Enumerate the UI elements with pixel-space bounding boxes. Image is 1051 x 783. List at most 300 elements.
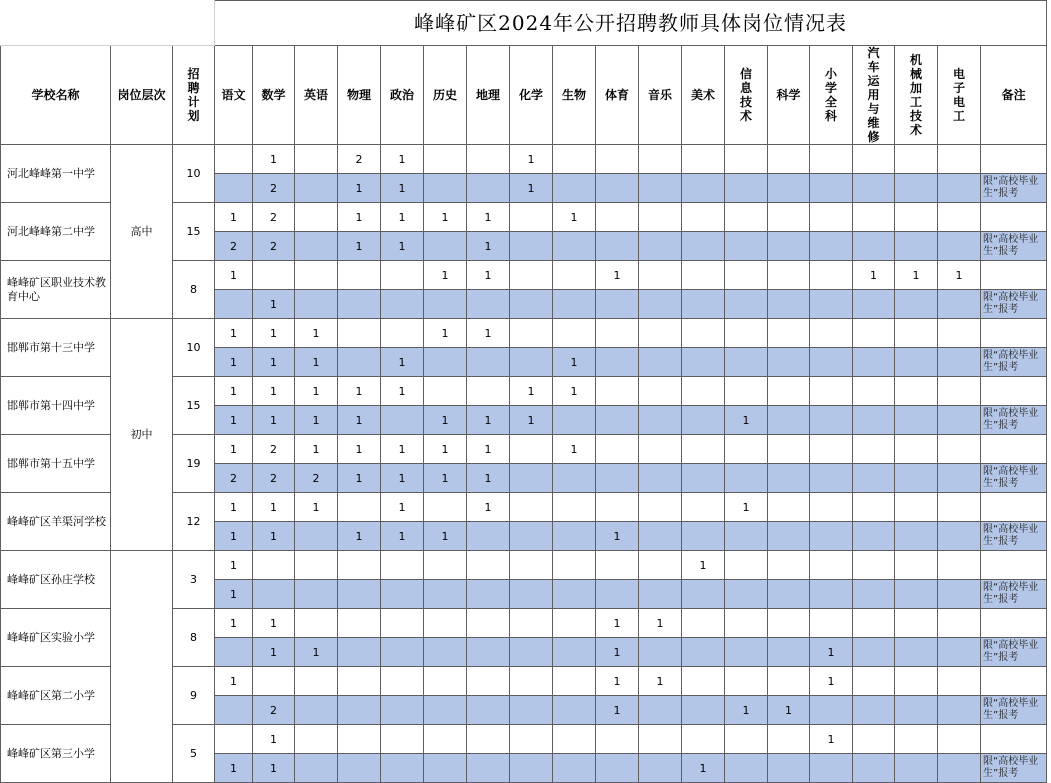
note-cell[interactable]	[981, 145, 1047, 174]
subject-count-cell[interactable]	[768, 377, 810, 406]
subject-count-cell[interactable]	[639, 377, 682, 406]
subject-count-cell[interactable]	[510, 319, 553, 348]
plan-cell[interactable]: 10	[173, 319, 215, 377]
title-blank-cell[interactable]	[1, 1, 215, 46]
subject-count-cell[interactable]	[338, 638, 381, 667]
subject-count-cell[interactable]	[853, 754, 895, 783]
subject-count-cell[interactable]	[553, 638, 596, 667]
subject-count-cell[interactable]: 1	[253, 406, 295, 435]
subject-count-cell[interactable]: 2	[253, 174, 295, 203]
subject-count-cell[interactable]: 1	[467, 203, 510, 232]
subject-count-cell[interactable]	[810, 493, 853, 522]
school-name-cell[interactable]: 峰峰矿区第二小学	[1, 667, 111, 725]
subject-count-cell[interactable]	[853, 522, 895, 551]
subject-count-cell[interactable]: 1	[215, 319, 253, 348]
subject-count-cell[interactable]	[467, 174, 510, 203]
subject-count-cell[interactable]: 1	[253, 638, 295, 667]
subject-count-cell[interactable]	[682, 145, 725, 174]
subject-count-cell[interactable]	[381, 609, 424, 638]
subject-count-cell[interactable]: 1	[895, 261, 938, 290]
subject-count-cell[interactable]	[682, 493, 725, 522]
subject-count-cell[interactable]: 1	[553, 203, 596, 232]
subject-count-cell[interactable]: 1	[424, 406, 467, 435]
subject-count-cell[interactable]	[338, 290, 381, 319]
subject-count-cell[interactable]	[381, 667, 424, 696]
subject-count-cell[interactable]: 1	[215, 551, 253, 580]
subject-count-cell[interactable]: 1	[467, 406, 510, 435]
subject-count-cell[interactable]	[682, 725, 725, 754]
subject-count-cell[interactable]	[467, 609, 510, 638]
subject-count-cell[interactable]	[768, 406, 810, 435]
header-subject-1[interactable]	[253, 46, 295, 145]
subject-count-cell[interactable]	[596, 290, 639, 319]
subject-count-cell[interactable]	[510, 551, 553, 580]
header-level[interactable]: 岗位层次	[111, 46, 173, 145]
subject-count-cell[interactable]	[467, 145, 510, 174]
subject-count-cell[interactable]	[725, 261, 768, 290]
subject-count-cell[interactable]: 1	[810, 667, 853, 696]
subject-count-cell[interactable]	[810, 754, 853, 783]
subject-count-cell[interactable]	[895, 203, 938, 232]
subject-count-cell[interactable]	[853, 203, 895, 232]
subject-count-cell[interactable]	[510, 464, 553, 493]
school-name-cell[interactable]: 峰峰矿区孙庄学校	[1, 551, 111, 609]
subject-count-cell[interactable]	[725, 754, 768, 783]
note-cell[interactable]: 限“高校毕业生”报考	[981, 638, 1047, 667]
subject-count-cell[interactable]	[639, 696, 682, 725]
subject-count-cell[interactable]: 1	[725, 406, 768, 435]
plan-cell[interactable]: 10	[173, 145, 215, 203]
subject-count-cell[interactable]: 1	[253, 609, 295, 638]
subject-count-cell[interactable]	[510, 493, 553, 522]
subject-count-cell[interactable]: 1	[596, 609, 639, 638]
subject-count-cell[interactable]	[424, 348, 467, 377]
subject-count-cell[interactable]	[381, 725, 424, 754]
subject-count-cell[interactable]	[682, 290, 725, 319]
note-cell[interactable]: 限“高校毕业生”报考	[981, 580, 1047, 609]
subject-count-cell[interactable]	[253, 551, 295, 580]
subject-count-cell[interactable]: 2	[253, 435, 295, 464]
subject-count-cell[interactable]: 1	[596, 638, 639, 667]
subject-count-cell[interactable]: 1	[596, 522, 639, 551]
subject-count-cell[interactable]	[424, 725, 467, 754]
subject-count-cell[interactable]	[639, 435, 682, 464]
subject-count-cell[interactable]	[810, 261, 853, 290]
subject-count-cell[interactable]: 1	[215, 203, 253, 232]
subject-count-cell[interactable]	[895, 696, 938, 725]
subject-count-cell[interactable]: 1	[467, 493, 510, 522]
subject-count-cell[interactable]	[639, 232, 682, 261]
subject-count-cell[interactable]	[381, 696, 424, 725]
subject-count-cell[interactable]	[895, 174, 938, 203]
subject-count-cell[interactable]	[510, 290, 553, 319]
subject-count-cell[interactable]	[895, 493, 938, 522]
subject-count-cell[interactable]	[768, 551, 810, 580]
subject-count-cell[interactable]	[810, 609, 853, 638]
subject-count-cell[interactable]: 1	[295, 638, 338, 667]
subject-count-cell[interactable]	[510, 725, 553, 754]
subject-count-cell[interactable]	[553, 232, 596, 261]
subject-count-cell[interactable]	[682, 522, 725, 551]
subject-count-cell[interactable]	[768, 435, 810, 464]
subject-count-cell[interactable]	[510, 348, 553, 377]
school-name-cell[interactable]: 河北峰峰第二中学	[1, 203, 111, 261]
subject-count-cell[interactable]	[338, 696, 381, 725]
subject-count-cell[interactable]: 1	[295, 435, 338, 464]
subject-count-cell[interactable]	[810, 348, 853, 377]
note-cell[interactable]: 限“高校毕业生”报考	[981, 754, 1047, 783]
subject-count-cell[interactable]	[553, 609, 596, 638]
subject-count-cell[interactable]	[768, 319, 810, 348]
subject-count-cell[interactable]: 1	[338, 406, 381, 435]
subject-count-cell[interactable]	[853, 667, 895, 696]
subject-count-cell[interactable]: 1	[725, 696, 768, 725]
subject-count-cell[interactable]: 1	[253, 145, 295, 174]
subject-count-cell[interactable]	[768, 290, 810, 319]
subject-count-cell[interactable]: 1	[596, 261, 639, 290]
subject-count-cell[interactable]	[467, 580, 510, 609]
subject-count-cell[interactable]: 1	[253, 522, 295, 551]
subject-count-cell[interactable]	[510, 203, 553, 232]
subject-count-cell[interactable]	[682, 667, 725, 696]
subject-count-cell[interactable]	[938, 493, 981, 522]
note-cell[interactable]: 限“高校毕业生”报考	[981, 174, 1047, 203]
subject-count-cell[interactable]	[725, 522, 768, 551]
subject-count-cell[interactable]	[768, 580, 810, 609]
subject-count-cell[interactable]	[553, 696, 596, 725]
subject-count-cell[interactable]: 1	[381, 348, 424, 377]
header-subject-2[interactable]	[295, 46, 338, 145]
subject-count-cell[interactable]	[424, 377, 467, 406]
subject-count-cell[interactable]	[768, 261, 810, 290]
subject-count-cell[interactable]	[639, 464, 682, 493]
subject-count-cell[interactable]	[639, 638, 682, 667]
plan-cell[interactable]: 5	[173, 725, 215, 783]
subject-count-cell[interactable]	[725, 609, 768, 638]
subject-count-cell[interactable]	[553, 464, 596, 493]
subject-count-cell[interactable]	[510, 522, 553, 551]
subject-count-cell[interactable]	[553, 754, 596, 783]
subject-count-cell[interactable]: 1	[253, 754, 295, 783]
subject-count-cell[interactable]	[895, 725, 938, 754]
subject-count-cell[interactable]	[810, 696, 853, 725]
subject-count-cell[interactable]: 1	[338, 203, 381, 232]
subject-count-cell[interactable]: 1	[338, 464, 381, 493]
subject-count-cell[interactable]	[895, 145, 938, 174]
school-name-cell[interactable]: 峰峰矿区职业技术教育中心	[1, 261, 111, 319]
subject-count-cell[interactable]	[938, 754, 981, 783]
subject-count-cell[interactable]	[938, 203, 981, 232]
subject-count-cell[interactable]	[853, 232, 895, 261]
school-name-cell[interactable]: 峰峰矿区第三小学	[1, 725, 111, 783]
subject-count-cell[interactable]	[596, 232, 639, 261]
subject-count-cell[interactable]	[682, 232, 725, 261]
subject-count-cell[interactable]	[639, 551, 682, 580]
subject-count-cell[interactable]	[467, 754, 510, 783]
subject-count-cell[interactable]	[853, 290, 895, 319]
subject-count-cell[interactable]: 1	[215, 377, 253, 406]
subject-count-cell[interactable]	[895, 638, 938, 667]
subject-count-cell[interactable]	[768, 667, 810, 696]
subject-count-cell[interactable]	[596, 464, 639, 493]
header-subject-3[interactable]	[338, 46, 381, 145]
subject-count-cell[interactable]	[639, 319, 682, 348]
subject-count-cell[interactable]: 1	[253, 725, 295, 754]
header-subject-11[interactable]	[682, 46, 725, 145]
subject-count-cell[interactable]: 1	[424, 261, 467, 290]
subject-count-cell[interactable]	[938, 174, 981, 203]
subject-count-cell[interactable]	[424, 145, 467, 174]
subject-count-cell[interactable]	[639, 203, 682, 232]
subject-count-cell[interactable]	[768, 522, 810, 551]
subject-count-cell[interactable]: 1	[338, 174, 381, 203]
subject-count-cell[interactable]	[424, 638, 467, 667]
subject-count-cell[interactable]	[639, 406, 682, 435]
subject-count-cell[interactable]	[682, 348, 725, 377]
note-cell[interactable]	[981, 609, 1047, 638]
subject-count-cell[interactable]: 1	[810, 725, 853, 754]
note-cell[interactable]: 限“高校毕业生”报考	[981, 232, 1047, 261]
subject-count-cell[interactable]	[938, 145, 981, 174]
plan-cell[interactable]: 12	[173, 493, 215, 551]
subject-count-cell[interactable]	[295, 754, 338, 783]
subject-count-cell[interactable]	[853, 319, 895, 348]
subject-count-cell[interactable]	[725, 667, 768, 696]
subject-count-cell[interactable]: 1	[467, 464, 510, 493]
subject-count-cell[interactable]	[338, 493, 381, 522]
subject-count-cell[interactable]	[596, 754, 639, 783]
subject-count-cell[interactable]	[338, 609, 381, 638]
subject-count-cell[interactable]	[639, 522, 682, 551]
subject-count-cell[interactable]: 1	[682, 551, 725, 580]
subject-count-cell[interactable]: 1	[510, 406, 553, 435]
subject-count-cell[interactable]: 1	[381, 377, 424, 406]
subject-count-cell[interactable]	[424, 290, 467, 319]
subject-count-cell[interactable]	[338, 261, 381, 290]
subject-count-cell[interactable]	[810, 464, 853, 493]
subject-count-cell[interactable]	[295, 696, 338, 725]
subject-count-cell[interactable]	[895, 232, 938, 261]
subject-count-cell[interactable]: 1	[682, 754, 725, 783]
subject-count-cell[interactable]	[853, 725, 895, 754]
subject-count-cell[interactable]	[467, 290, 510, 319]
subject-count-cell[interactable]: 1	[424, 464, 467, 493]
subject-count-cell[interactable]: 1	[381, 493, 424, 522]
note-cell[interactable]	[981, 725, 1047, 754]
subject-count-cell[interactable]	[895, 754, 938, 783]
subject-count-cell[interactable]	[853, 377, 895, 406]
level-cell[interactable]: 初中	[111, 319, 173, 551]
subject-count-cell[interactable]	[895, 609, 938, 638]
subject-count-cell[interactable]	[295, 290, 338, 319]
subject-count-cell[interactable]	[853, 609, 895, 638]
subject-count-cell[interactable]	[295, 551, 338, 580]
header-subject-10[interactable]	[639, 46, 682, 145]
subject-count-cell[interactable]	[639, 261, 682, 290]
subject-count-cell[interactable]	[510, 580, 553, 609]
subject-count-cell[interactable]	[938, 319, 981, 348]
subject-count-cell[interactable]	[424, 551, 467, 580]
subject-count-cell[interactable]	[768, 348, 810, 377]
subject-count-cell[interactable]	[381, 580, 424, 609]
subject-count-cell[interactable]	[639, 348, 682, 377]
subject-count-cell[interactable]: 1	[424, 319, 467, 348]
subject-count-cell[interactable]	[381, 406, 424, 435]
subject-count-cell[interactable]	[938, 406, 981, 435]
plan-cell[interactable]: 15	[173, 377, 215, 435]
subject-count-cell[interactable]	[682, 638, 725, 667]
subject-count-cell[interactable]: 1	[338, 522, 381, 551]
subject-count-cell[interactable]	[725, 232, 768, 261]
subject-count-cell[interactable]	[810, 145, 853, 174]
subject-count-cell[interactable]: 2	[253, 696, 295, 725]
subject-count-cell[interactable]	[938, 638, 981, 667]
subject-count-cell[interactable]	[424, 232, 467, 261]
header-subject-9[interactable]	[596, 46, 639, 145]
subject-count-cell[interactable]	[810, 174, 853, 203]
subject-count-cell[interactable]: 1	[381, 174, 424, 203]
subject-count-cell[interactable]: 1	[381, 232, 424, 261]
subject-count-cell[interactable]	[768, 203, 810, 232]
subject-count-cell[interactable]: 1	[253, 493, 295, 522]
subject-count-cell[interactable]	[467, 348, 510, 377]
subject-count-cell[interactable]	[810, 406, 853, 435]
subject-count-cell[interactable]: 1	[215, 261, 253, 290]
subject-count-cell[interactable]	[338, 551, 381, 580]
subject-count-cell[interactable]	[596, 435, 639, 464]
subject-count-cell[interactable]: 1	[381, 464, 424, 493]
subject-count-cell[interactable]	[682, 609, 725, 638]
subject-count-cell[interactable]: 2	[215, 464, 253, 493]
subject-count-cell[interactable]	[424, 609, 467, 638]
subject-count-cell[interactable]: 1	[253, 377, 295, 406]
subject-count-cell[interactable]	[895, 406, 938, 435]
subject-count-cell[interactable]	[725, 435, 768, 464]
subject-count-cell[interactable]: 1	[338, 435, 381, 464]
header-note[interactable]: 备注	[981, 46, 1047, 145]
subject-count-cell[interactable]	[639, 725, 682, 754]
subject-count-cell[interactable]	[725, 145, 768, 174]
subject-count-cell[interactable]	[424, 667, 467, 696]
subject-count-cell[interactable]	[295, 725, 338, 754]
header-subject-16[interactable]	[895, 46, 938, 145]
subject-count-cell[interactable]	[938, 667, 981, 696]
subject-count-cell[interactable]	[553, 145, 596, 174]
header-subject-14[interactable]	[810, 46, 853, 145]
subject-count-cell[interactable]: 1	[725, 493, 768, 522]
subject-count-cell[interactable]: 1	[424, 435, 467, 464]
subject-count-cell[interactable]: 2	[338, 145, 381, 174]
subject-count-cell[interactable]	[938, 725, 981, 754]
subject-count-cell[interactable]	[768, 464, 810, 493]
subject-count-cell[interactable]: 1	[596, 667, 639, 696]
subject-count-cell[interactable]	[938, 290, 981, 319]
subject-count-cell[interactable]	[553, 290, 596, 319]
subject-count-cell[interactable]	[639, 145, 682, 174]
subject-count-cell[interactable]	[768, 232, 810, 261]
note-cell[interactable]	[981, 377, 1047, 406]
subject-count-cell[interactable]	[895, 435, 938, 464]
subject-count-cell[interactable]	[810, 551, 853, 580]
subject-count-cell[interactable]: 1	[553, 348, 596, 377]
header-plan[interactable]	[173, 46, 215, 145]
subject-count-cell[interactable]	[725, 551, 768, 580]
subject-count-cell[interactable]	[895, 551, 938, 580]
subject-count-cell[interactable]	[938, 232, 981, 261]
subject-count-cell[interactable]: 1	[381, 522, 424, 551]
subject-count-cell[interactable]: 1	[295, 406, 338, 435]
subject-count-cell[interactable]	[596, 493, 639, 522]
subject-count-cell[interactable]	[682, 319, 725, 348]
subject-count-cell[interactable]	[510, 638, 553, 667]
subject-count-cell[interactable]	[295, 174, 338, 203]
subject-count-cell[interactable]	[424, 174, 467, 203]
subject-count-cell[interactable]	[682, 377, 725, 406]
subject-count-cell[interactable]	[338, 319, 381, 348]
subject-count-cell[interactable]: 1	[295, 377, 338, 406]
subject-count-cell[interactable]	[810, 377, 853, 406]
subject-count-cell[interactable]	[215, 638, 253, 667]
subject-count-cell[interactable]	[895, 522, 938, 551]
subject-count-cell[interactable]	[553, 522, 596, 551]
subject-count-cell[interactable]	[553, 580, 596, 609]
subject-count-cell[interactable]	[424, 754, 467, 783]
subject-count-cell[interactable]	[682, 580, 725, 609]
school-name-cell[interactable]: 邯郸市第十三中学	[1, 319, 111, 377]
school-name-cell[interactable]: 邯郸市第十五中学	[1, 435, 111, 493]
subject-count-cell[interactable]	[682, 406, 725, 435]
subject-count-cell[interactable]	[768, 174, 810, 203]
subject-count-cell[interactable]	[338, 667, 381, 696]
plan-cell[interactable]: 3	[173, 551, 215, 609]
subject-count-cell[interactable]	[553, 174, 596, 203]
subject-count-cell[interactable]	[682, 203, 725, 232]
plan-cell[interactable]: 15	[173, 203, 215, 261]
subject-count-cell[interactable]	[810, 580, 853, 609]
school-name-cell[interactable]: 邯郸市第十四中学	[1, 377, 111, 435]
subject-count-cell[interactable]: 2	[215, 232, 253, 261]
subject-count-cell[interactable]	[895, 377, 938, 406]
subject-count-cell[interactable]	[895, 464, 938, 493]
subject-count-cell[interactable]	[215, 725, 253, 754]
subject-count-cell[interactable]	[215, 290, 253, 319]
subject-count-cell[interactable]	[938, 348, 981, 377]
subject-count-cell[interactable]	[639, 290, 682, 319]
subject-count-cell[interactable]	[553, 261, 596, 290]
header-subject-7[interactable]	[510, 46, 553, 145]
note-cell[interactable]	[981, 667, 1047, 696]
subject-count-cell[interactable]	[381, 638, 424, 667]
subject-count-cell[interactable]	[682, 464, 725, 493]
subject-count-cell[interactable]: 1	[639, 609, 682, 638]
subject-count-cell[interactable]	[553, 551, 596, 580]
school-name-cell[interactable]: 峰峰矿区羊渠河学校	[1, 493, 111, 551]
subject-count-cell[interactable]: 1	[467, 319, 510, 348]
subject-count-cell[interactable]	[338, 725, 381, 754]
subject-count-cell[interactable]	[810, 232, 853, 261]
subject-count-cell[interactable]	[938, 435, 981, 464]
note-cell[interactable]: 限“高校毕业生”报考	[981, 696, 1047, 725]
subject-count-cell[interactable]	[725, 174, 768, 203]
subject-count-cell[interactable]	[810, 290, 853, 319]
subject-count-cell[interactable]	[853, 348, 895, 377]
header-subject-13[interactable]	[768, 46, 810, 145]
subject-count-cell[interactable]: 1	[295, 348, 338, 377]
header-subject-5[interactable]	[424, 46, 467, 145]
school-name-cell[interactable]: 河北峰峰第一中学	[1, 145, 111, 203]
header-subject-12[interactable]	[725, 46, 768, 145]
subject-count-cell[interactable]	[467, 667, 510, 696]
